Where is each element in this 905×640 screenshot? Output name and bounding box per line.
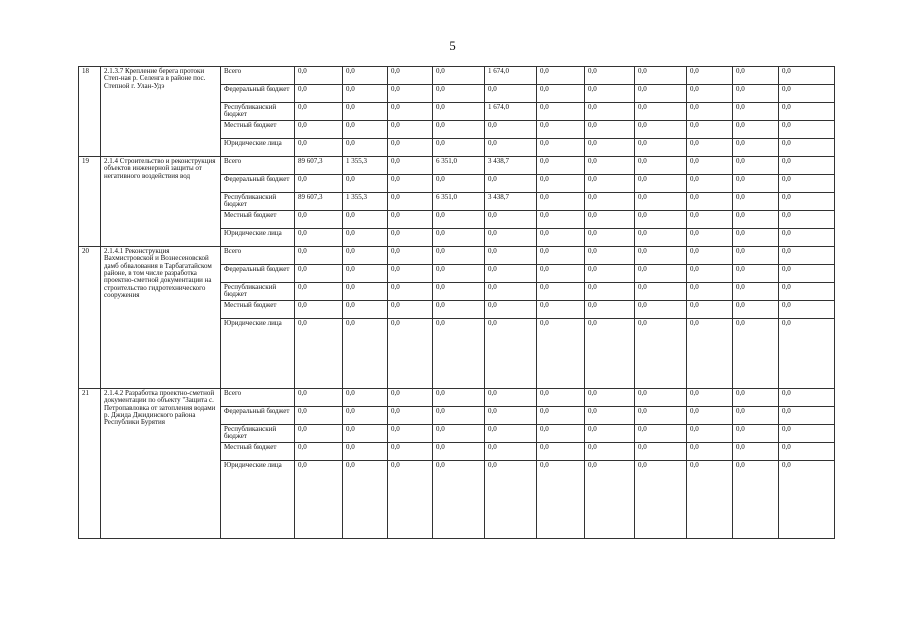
value-cell: 0,0 [295,407,343,425]
value-cell: 0,0 [779,67,835,85]
value-cell: 0,0 [537,175,585,193]
value-cell: 0,0 [585,211,635,229]
value-cell: 0,0 [388,121,433,139]
value-cell: 0,0 [635,443,687,461]
value-cell: 0,0 [388,229,433,247]
value-cell: 0,0 [635,407,687,425]
value-cell: 0,0 [733,247,779,265]
value-cell: 0,0 [295,121,343,139]
value-cell: 0,0 [779,139,835,157]
value-cell: 1 674,0 [485,67,537,85]
value-cell: 0,0 [433,67,485,85]
item-title: 2.1.4.2 Разработка проектно-сметной документации по объекту "Защита с. Петропавловка от затопления водами р. Джида Джидинского района Республики Бурятия [101,389,221,539]
value-cell: 0,0 [635,139,687,157]
funding-source: Юридические лица [221,319,295,389]
value-cell: 0,0 [687,103,733,121]
value-cell: 0,0 [343,319,388,389]
value-cell: 0,0 [779,229,835,247]
value-cell: 0,0 [343,425,388,443]
value-cell: 0,0 [295,229,343,247]
value-cell: 0,0 [779,103,835,121]
value-cell: 0,0 [343,247,388,265]
value-cell: 0,0 [779,443,835,461]
value-cell: 0,0 [433,265,485,283]
value-cell: 0,0 [733,211,779,229]
value-cell: 0,0 [779,85,835,103]
value-cell: 0,0 [433,425,485,443]
value-cell: 0,0 [635,157,687,175]
value-cell: 0,0 [585,319,635,389]
value-cell: 0,0 [585,407,635,425]
value-cell: 0,0 [585,265,635,283]
value-cell: 0,0 [537,407,585,425]
budget-table [78,66,835,539]
value-cell: 0,0 [687,229,733,247]
value-cell: 89 607,3 [295,157,343,175]
value-cell: 0,0 [537,283,585,301]
value-cell: 0,0 [295,103,343,121]
funding-source: Местный бюджет [221,443,295,461]
value-cell: 0,0 [485,389,537,407]
value-cell: 0,0 [433,389,485,407]
value-cell: 0,0 [585,443,635,461]
value-cell: 0,0 [537,139,585,157]
value-cell: 0,0 [295,247,343,265]
value-cell: 0,0 [779,407,835,425]
value-cell: 0,0 [779,157,835,175]
value-cell: 0,0 [433,407,485,425]
value-cell: 0,0 [537,443,585,461]
value-cell: 0,0 [537,121,585,139]
value-cell: 0,0 [779,265,835,283]
value-cell: 0,0 [485,301,537,319]
value-cell: 0,0 [343,103,388,121]
value-cell: 6 351,0 [433,193,485,211]
value-cell: 0,0 [388,85,433,103]
value-cell: 0,0 [635,67,687,85]
funding-source: Всего [221,389,295,407]
value-cell: 0,0 [635,425,687,443]
value-cell: 0,0 [433,283,485,301]
value-cell: 0,0 [295,283,343,301]
funding-source: Юридические лица [221,461,295,539]
value-cell: 0,0 [779,389,835,407]
value-cell: 0,0 [733,193,779,211]
value-cell: 0,0 [635,193,687,211]
value-cell: 0,0 [295,85,343,103]
value-cell: 0,0 [295,67,343,85]
value-cell: 0,0 [343,265,388,283]
value-cell: 0,0 [343,85,388,103]
value-cell: 0,0 [585,139,635,157]
funding-source: Юридические лица [221,139,295,157]
value-cell: 0,0 [585,157,635,175]
value-cell: 0,0 [635,283,687,301]
funding-source: Всего [221,247,295,265]
row-number: 21 [79,389,101,539]
value-cell: 0,0 [537,85,585,103]
value-cell: 0,0 [433,211,485,229]
value-cell: 0,0 [343,443,388,461]
value-cell: 0,0 [388,103,433,121]
table-row [79,389,835,407]
table-row [79,67,835,85]
value-cell: 0,0 [687,301,733,319]
value-cell: 0,0 [585,247,635,265]
value-cell: 3 438,7 [485,193,537,211]
value-cell: 0,0 [537,103,585,121]
value-cell: 0,0 [388,157,433,175]
value-cell: 0,0 [295,175,343,193]
value-cell: 0,0 [485,283,537,301]
row-number: 19 [79,157,101,247]
value-cell: 0,0 [779,211,835,229]
value-cell: 0,0 [295,301,343,319]
table-body [79,67,835,539]
value-cell: 0,0 [733,175,779,193]
value-cell: 0,0 [733,319,779,389]
value-cell: 0,0 [687,461,733,539]
funding-source: Всего [221,67,295,85]
value-cell: 0,0 [779,247,835,265]
value-cell: 0,0 [779,121,835,139]
value-cell: 0,0 [687,407,733,425]
value-cell: 0,0 [733,139,779,157]
value-cell: 0,0 [635,247,687,265]
value-cell: 0,0 [537,193,585,211]
value-cell: 0,0 [779,283,835,301]
value-cell: 0,0 [733,121,779,139]
value-cell: 0,0 [779,193,835,211]
value-cell: 0,0 [343,229,388,247]
item-title: 2.1.3.7 Крепление берега протоки Степ-ная р. Селенга в районе пос. Степной г. Улан-Удэ [101,67,221,157]
value-cell: 0,0 [388,265,433,283]
value-cell: 0,0 [779,425,835,443]
value-cell: 0,0 [537,265,585,283]
funding-source: Республиканский бюджет [221,283,295,301]
value-cell: 0,0 [343,283,388,301]
value-cell: 0,0 [388,461,433,539]
value-cell: 0,0 [733,85,779,103]
value-cell: 0,0 [687,193,733,211]
value-cell: 0,0 [295,265,343,283]
value-cell: 0,0 [779,301,835,319]
value-cell: 0,0 [733,407,779,425]
value-cell: 0,0 [635,319,687,389]
value-cell: 0,0 [635,175,687,193]
funding-source: Республиканский бюджет [221,103,295,121]
value-cell: 0,0 [635,85,687,103]
value-cell: 0,0 [388,319,433,389]
value-cell: 0,0 [687,67,733,85]
value-cell: 0,0 [388,283,433,301]
value-cell: 0,0 [635,301,687,319]
funding-source: Местный бюджет [221,121,295,139]
value-cell: 0,0 [295,389,343,407]
value-cell: 0,0 [687,425,733,443]
value-cell: 0,0 [343,461,388,539]
value-cell: 0,0 [585,461,635,539]
value-cell: 0,0 [295,139,343,157]
value-cell: 0,0 [585,193,635,211]
value-cell: 0,0 [433,443,485,461]
funding-source: Федеральный бюджет [221,407,295,425]
value-cell: 0,0 [687,175,733,193]
value-cell: 0,0 [295,461,343,539]
value-cell: 0,0 [733,103,779,121]
funding-source: Местный бюджет [221,211,295,229]
table-row [79,247,835,265]
row-number: 20 [79,247,101,389]
value-cell: 1 674,0 [485,103,537,121]
value-cell: 0,0 [733,283,779,301]
value-cell: 0,0 [733,229,779,247]
value-cell: 0,0 [485,139,537,157]
funding-source: Федеральный бюджет [221,265,295,283]
value-cell: 0,0 [687,157,733,175]
value-cell: 0,0 [433,175,485,193]
value-cell: 0,0 [343,67,388,85]
funding-source: Республиканский бюджет [221,425,295,443]
value-cell: 0,0 [585,67,635,85]
value-cell: 0,0 [485,121,537,139]
value-cell: 0,0 [537,157,585,175]
value-cell: 0,0 [485,443,537,461]
value-cell: 0,0 [433,121,485,139]
value-cell: 0,0 [733,157,779,175]
value-cell: 0,0 [687,265,733,283]
value-cell: 0,0 [433,319,485,389]
value-cell: 0,0 [635,229,687,247]
value-cell: 0,0 [485,461,537,539]
value-cell: 0,0 [485,425,537,443]
value-cell: 0,0 [687,85,733,103]
value-cell: 0,0 [585,121,635,139]
value-cell: 0,0 [343,121,388,139]
value-cell: 0,0 [733,461,779,539]
value-cell: 0,0 [687,139,733,157]
value-cell: 0,0 [733,67,779,85]
value-cell: 0,0 [388,425,433,443]
value-cell: 0,0 [635,211,687,229]
value-cell: 0,0 [343,139,388,157]
item-title: 2.1.4.1 Реконструкция Вахмистровской и Вознесеновской дамб обвалования в Тарбагатайском районе, в том числе разработка проектно-сметной документации на строительство гидротехнического сооружения [101,247,221,389]
value-cell: 0,0 [485,229,537,247]
value-cell: 0,0 [433,247,485,265]
value-cell: 0,0 [779,319,835,389]
value-cell: 0,0 [485,265,537,283]
item-title: 2.1.4 Строительство и реконструкция объектов инженерной защиты от негативного воздействия вод [101,157,221,247]
value-cell: 0,0 [537,211,585,229]
value-cell: 0,0 [687,389,733,407]
value-cell: 0,0 [687,247,733,265]
value-cell: 0,0 [733,425,779,443]
value-cell: 0,0 [388,247,433,265]
value-cell: 0,0 [388,175,433,193]
value-cell: 0,0 [343,175,388,193]
value-cell: 0,0 [485,247,537,265]
value-cell: 0,0 [537,247,585,265]
table-row [79,157,835,175]
value-cell: 0,0 [635,103,687,121]
value-cell: 0,0 [388,211,433,229]
value-cell: 0,0 [635,121,687,139]
value-cell: 0,0 [585,425,635,443]
value-cell: 0,0 [537,389,585,407]
value-cell: 0,0 [388,139,433,157]
value-cell: 0,0 [733,389,779,407]
value-cell: 0,0 [585,85,635,103]
value-cell: 0,0 [585,389,635,407]
value-cell: 0,0 [635,461,687,539]
value-cell: 0,0 [343,389,388,407]
value-cell: 0,0 [388,443,433,461]
value-cell: 0,0 [433,85,485,103]
value-cell: 1 355,3 [343,193,388,211]
value-cell: 0,0 [585,103,635,121]
value-cell: 0,0 [537,319,585,389]
value-cell: 0,0 [733,301,779,319]
value-cell: 6 351,0 [433,157,485,175]
funding-source: Местный бюджет [221,301,295,319]
value-cell: 0,0 [433,461,485,539]
value-cell: 0,0 [388,389,433,407]
funding-source: Всего [221,157,295,175]
value-cell: 0,0 [733,265,779,283]
value-cell: 0,0 [687,319,733,389]
value-cell: 0,0 [295,443,343,461]
value-cell: 0,0 [433,103,485,121]
value-cell: 89 607,3 [295,193,343,211]
value-cell: 0,0 [585,229,635,247]
funding-source: Федеральный бюджет [221,85,295,103]
value-cell: 0,0 [687,443,733,461]
value-cell: 0,0 [388,301,433,319]
value-cell: 0,0 [433,229,485,247]
value-cell: 0,0 [295,425,343,443]
value-cell: 0,0 [485,175,537,193]
value-cell: 0,0 [635,265,687,283]
value-cell: 0,0 [388,193,433,211]
value-cell: 0,0 [779,175,835,193]
value-cell: 0,0 [537,425,585,443]
value-cell: 0,0 [295,211,343,229]
funding-source: Республиканский бюджет [221,193,295,211]
value-cell: 0,0 [295,319,343,389]
value-cell: 0,0 [585,175,635,193]
value-cell: 1 355,3 [343,157,388,175]
value-cell: 0,0 [433,139,485,157]
value-cell: 0,0 [537,67,585,85]
value-cell: 0,0 [779,461,835,539]
value-cell: 0,0 [388,67,433,85]
value-cell: 0,0 [537,461,585,539]
value-cell: 0,0 [485,211,537,229]
value-cell: 0,0 [388,407,433,425]
value-cell: 0,0 [343,407,388,425]
page-number: 5 [449,38,456,53]
value-cell: 0,0 [485,85,537,103]
value-cell: 0,0 [687,283,733,301]
value-cell: 0,0 [733,443,779,461]
value-cell: 0,0 [687,211,733,229]
value-cell: 3 438,7 [485,157,537,175]
value-cell: 0,0 [537,229,585,247]
value-cell: 0,0 [687,121,733,139]
funding-source: Федеральный бюджет [221,175,295,193]
value-cell: 0,0 [585,283,635,301]
row-number: 18 [79,67,101,157]
value-cell: 0,0 [537,301,585,319]
value-cell: 0,0 [343,211,388,229]
value-cell: 0,0 [485,407,537,425]
value-cell: 0,0 [485,319,537,389]
value-cell: 0,0 [433,301,485,319]
value-cell: 0,0 [585,301,635,319]
value-cell: 0,0 [635,389,687,407]
value-cell: 0,0 [343,301,388,319]
funding-source: Юридические лица [221,229,295,247]
